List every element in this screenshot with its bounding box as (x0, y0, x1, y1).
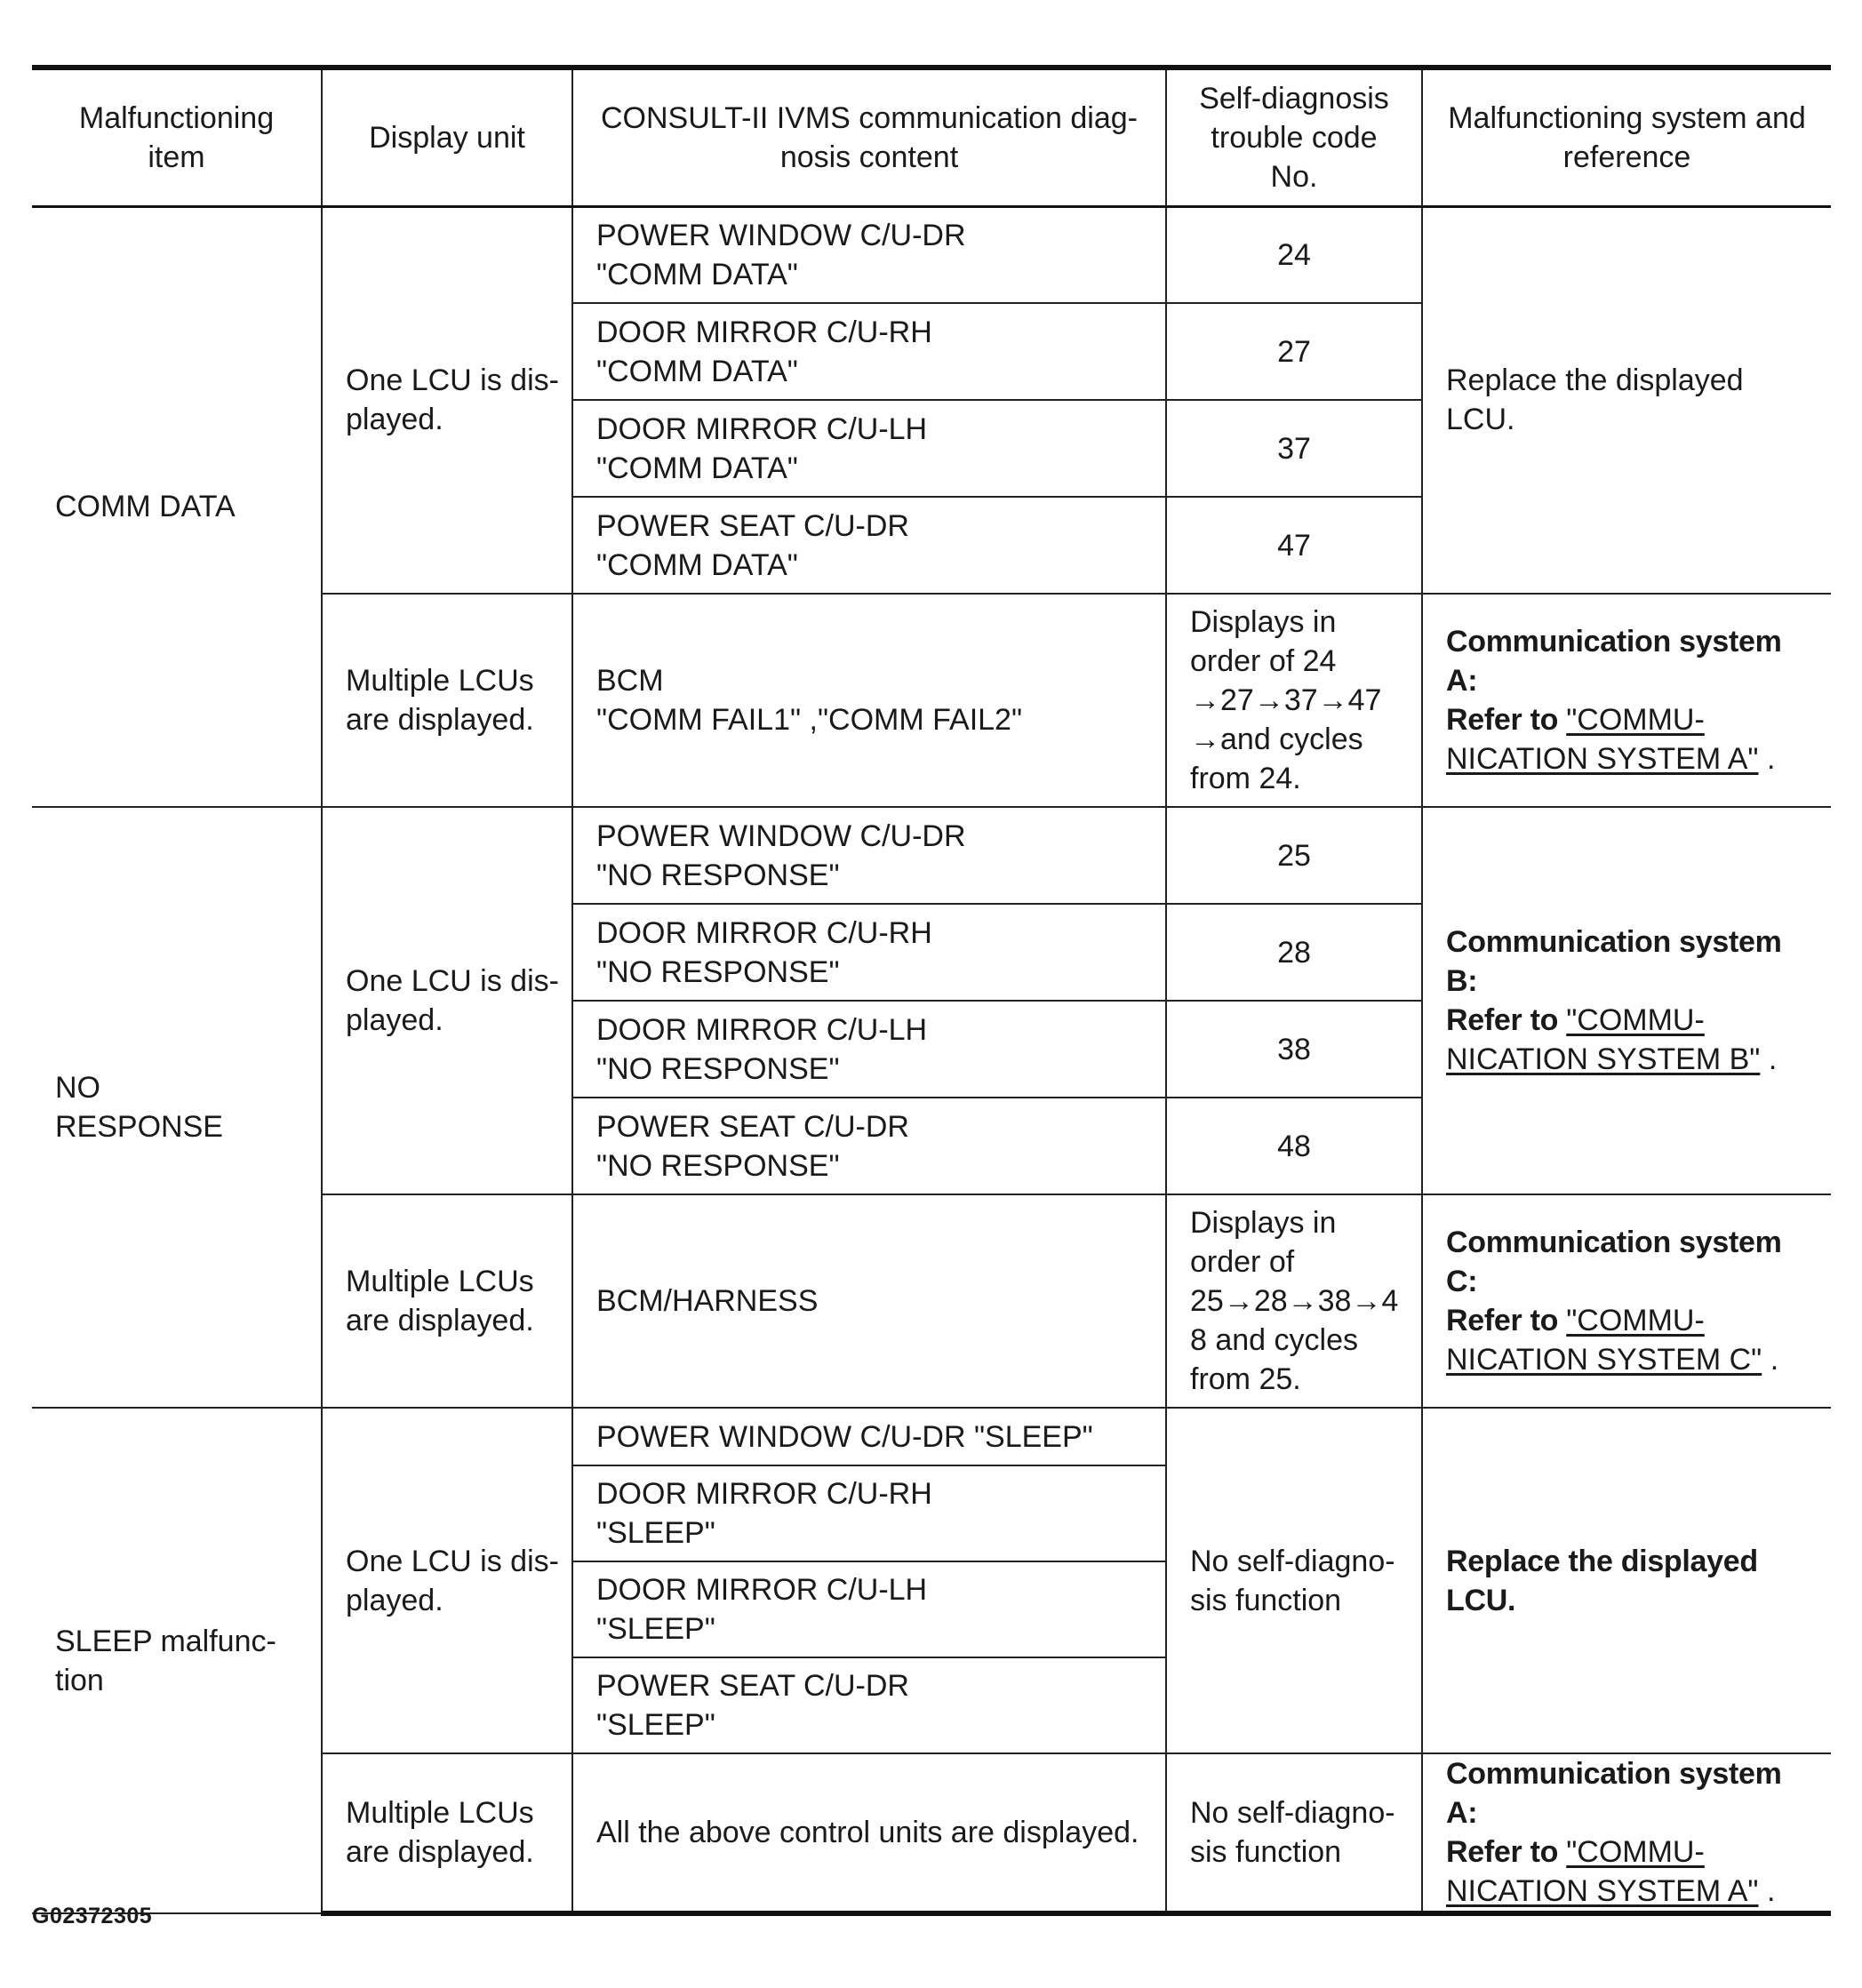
reference-suffix: . (1758, 742, 1776, 776)
content-cell: All the above control units are displayed. (572, 1753, 1166, 1913)
display-unit-cell: One LCU is dis- played. (322, 1408, 572, 1753)
display-unit-cell: Multiple LCUs are displayed. (322, 1194, 572, 1408)
code-cell: Displays in order of 25→28→38→4 8 and cycles from 25. (1166, 1194, 1422, 1408)
header-consult-content: CONSULT-II IVMS communication diag- nosis content (572, 68, 1166, 206)
reference-prefix: Refer to (1446, 1304, 1567, 1337)
code-cell: 24 (1166, 206, 1422, 303)
item-sleep-malfunction: SLEEP malfunc- tion (32, 1408, 322, 1913)
reference-title: Communication system A: (1446, 1757, 1782, 1830)
header-malfunctioning-item: Malfunctioning item (32, 68, 322, 206)
code-cell: No self-diagno- sis function (1166, 1753, 1422, 1913)
figure-id: G02372305 (32, 1904, 153, 1928)
code-cell: No self-diagno- sis function (1166, 1408, 1422, 1753)
reference-cell: Replace the displayed LCU. (1422, 1408, 1831, 1753)
content-cell: POWER WINDOW C/U-DR "SLEEP" (572, 1408, 1166, 1465)
item-comm-data: COMM DATA (32, 206, 322, 807)
reference-prefix: Refer to (1446, 703, 1567, 737)
reference-cell (1422, 807, 1831, 1194)
reference-title: Communication system A: (1446, 625, 1782, 698)
display-unit-cell: One LCU is dis- played. (322, 206, 572, 594)
header-row (32, 68, 1831, 206)
code-cell: 47 (1166, 497, 1422, 594)
header-system-reference: Malfunctioning system and reference (1422, 68, 1831, 206)
reference-suffix: . (1762, 1343, 1779, 1377)
content-cell: DOOR MIRROR C/U-LH "COMM DATA" (572, 400, 1166, 497)
reference-cell (1422, 1194, 1831, 1408)
display-unit-cell: Multiple LCUs are displayed. (322, 594, 572, 807)
code-cell: 27 (1166, 303, 1422, 400)
content-cell: DOOR MIRROR C/U-LH "SLEEP" (572, 1561, 1166, 1657)
table-row (32, 1408, 1831, 1465)
code-cell: 48 (1166, 1098, 1422, 1194)
reference-link[interactable]: "COMMU- NICATION SYSTEM A" (1446, 703, 1759, 776)
content-cell: POWER WINDOW C/U-DR "NO RESPONSE" (572, 807, 1166, 904)
code-cell: 37 (1166, 400, 1422, 497)
content-cell: POWER SEAT C/U-DR "SLEEP" (572, 1657, 1166, 1753)
reference-prefix: Refer to (1446, 1003, 1567, 1037)
content-cell: DOOR MIRROR C/U-RH "NO RESPONSE" (572, 904, 1166, 1001)
content-cell: DOOR MIRROR C/U-RH "COMM DATA" (572, 303, 1166, 400)
reference-suffix: . (1758, 1874, 1776, 1908)
reference-title: Communication system C: (1446, 1226, 1782, 1298)
reference-link[interactable]: "COMMU- NICATION SYSTEM C" (1446, 1304, 1762, 1377)
display-unit-cell: Multiple LCUs are displayed. (322, 1753, 572, 1913)
reference-cell (1422, 1753, 1831, 1913)
content-cell: POWER SEAT C/U-DR "NO RESPONSE" (572, 1098, 1166, 1194)
reference-cell: Replace the displayed LCU. (1422, 206, 1831, 594)
header-display-unit: Display unit (322, 68, 572, 206)
content-cell: POWER WINDOW C/U-DR "COMM DATA" (572, 206, 1166, 303)
content-cell: BCM/HARNESS (572, 1194, 1166, 1408)
code-cell: 38 (1166, 1001, 1422, 1098)
table-row (32, 206, 1831, 303)
code-cell: 25 (1166, 807, 1422, 904)
item-no-response: NO RESPONSE (32, 807, 322, 1408)
reference-suffix: . (1760, 1042, 1778, 1076)
content-cell: POWER SEAT C/U-DR "COMM DATA" (572, 497, 1166, 594)
content-cell: DOOR MIRROR C/U-RH "SLEEP" (572, 1465, 1166, 1561)
reference-prefix: Refer to (1446, 1835, 1567, 1869)
content-cell: BCM "COMM FAIL1" ,"COMM FAIL2" (572, 594, 1166, 807)
reference-title: Communication system B: (1446, 925, 1782, 998)
display-unit-cell: One LCU is dis- played. (322, 807, 572, 1194)
code-cell: 28 (1166, 904, 1422, 1001)
reference-link[interactable]: "COMMU- NICATION SYSTEM A" (1446, 1835, 1759, 1908)
header-trouble-code: Self-diagnosis trouble code No. (1166, 68, 1422, 206)
code-cell: Displays in order of 24 →27→37→47 →and cycles from 24. (1166, 594, 1422, 807)
table-row (32, 807, 1831, 904)
content-cell: DOOR MIRROR C/U-LH "NO RESPONSE" (572, 1001, 1166, 1098)
diagnosis-table (32, 65, 1831, 1916)
reference-link[interactable]: "COMMU- NICATION SYSTEM B" (1446, 1003, 1761, 1076)
reference-cell (1422, 594, 1831, 807)
